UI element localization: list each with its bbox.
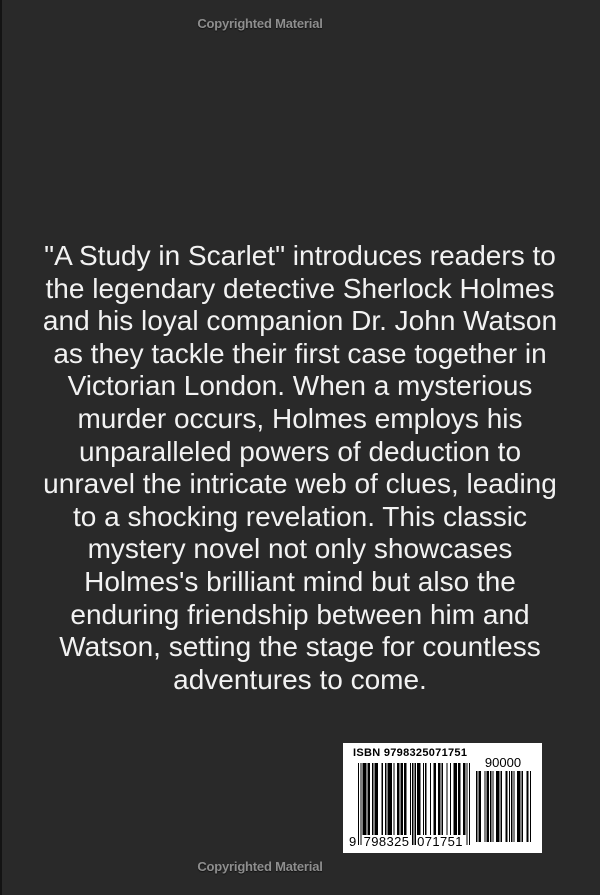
ean5-supplement-barcode [475, 771, 531, 842]
ean13-barcode [358, 763, 470, 845]
blurb-line: enduring friendship between him and [70, 598, 530, 630]
blurb-line: adventures to come. [173, 663, 427, 695]
copyright-watermark-top: Copyrighted Material [197, 16, 323, 31]
blurb-line: Watson, setting the stage for countless [59, 631, 541, 663]
blurb-line: murder occurs, Holmes employs his [77, 402, 523, 434]
blurb-line: the legendary detective Sherlock Holmes [45, 272, 555, 304]
blurb-line: to a shocking revelation. This classic [73, 500, 527, 532]
blurb-line: unparalleled powers of deduction to [78, 435, 522, 467]
blurb-line: "A Study in Scarlet" introduces readers to [44, 240, 556, 271]
barcode-supplement-label: 90000 [484, 755, 522, 770]
copyright-watermark-bottom: Copyrighted Material [197, 859, 323, 874]
barcode-digits-right: 071751 [417, 834, 463, 849]
blurb-line: Victorian London. When a mysterious [67, 370, 533, 402]
barcode-panel [343, 743, 542, 853]
blurb-line: and his loyal companion Dr. John Watson [42, 305, 558, 337]
blurb [0, 240, 600, 696]
blurb-line: as they tackle their first case together in [53, 337, 547, 369]
blurb-line: unravel the intricate web of clues, leading [43, 468, 557, 500]
isbn-label: ISBN 9798325071751 [353, 747, 468, 759]
blurb-line: mystery novel not only showcases [87, 533, 513, 565]
blurb-line: Holmes's brilliant mind but also the [84, 565, 516, 597]
barcode-digits-left: 798325 [363, 834, 410, 849]
barcode-digit-first: 9 [349, 834, 357, 849]
